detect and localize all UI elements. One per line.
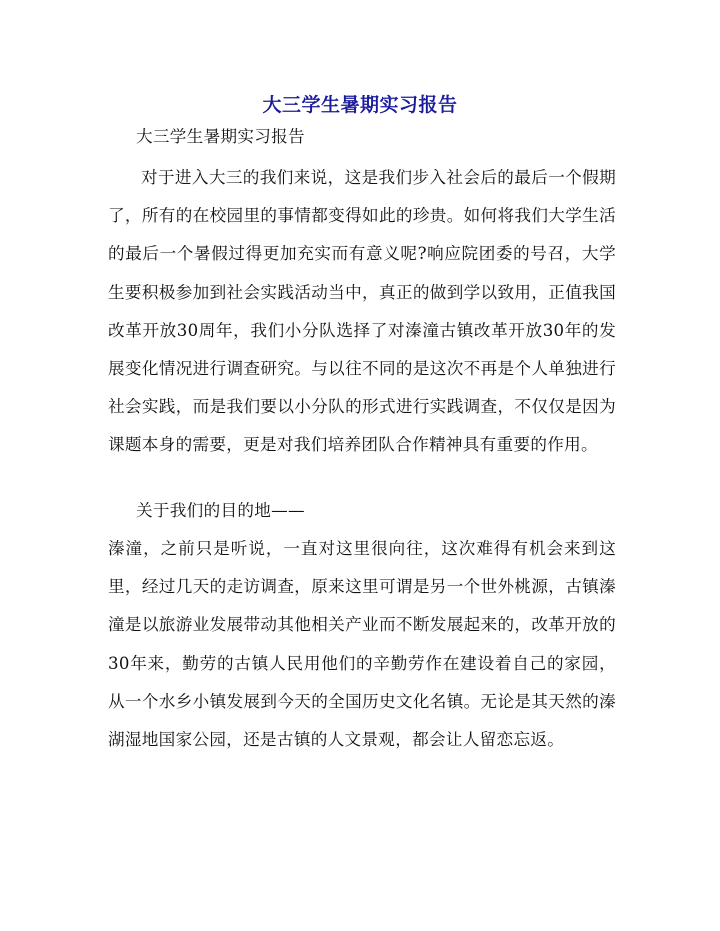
document-title: 大三学生暑期实习报告 <box>262 94 458 116</box>
document-subtitle: 大三学生暑期实习报告 <box>136 127 305 146</box>
paragraph-destination: 溱潼，之前只是听说，一直对这里很向往，这次难得有机会来到这里，经过几天的走访调查，原来这里可谓是另一个世外桃源，古镇溱潼是以旅游业发展带动其他相关产业而不断发展起来的，改革开放的30年来，勤劳的古镇人民用他们的辛勤劳作在建设着自己的家园，从一个水乡小镇发展到今天的全国历史文化名镇。无论是其天然的溱湖湿地国家公园，还是古镇的人文景观，都会让人留恋忘返。 <box>108 539 616 750</box>
paragraph-intro: 对于进入大三的我们来说，这是我们步入社会后的最后一个假期了，所有的在校园里的事情都变得如此的珍贵。如何将我们大学生活的最后一个暑假过得更加充实而有意义呢?响应院团委的号召，大学生要积极参加到社会实践活动当中，真正的做到学以致用，正值我国改革开放30周年，我们小分队选择了对溱潼古镇改革开放30年的发展变化情况进行调查研究。与以往不同的是这次不再是个人单独进行社会实践，而是我们要以小分队的形式进行实践调查，不仅仅是因为课题本身的需要，更是对我们培养团队合作精神具有重要的作用。 <box>108 168 616 455</box>
section-heading-destination: 关于我们的目的地—— <box>136 501 305 520</box>
